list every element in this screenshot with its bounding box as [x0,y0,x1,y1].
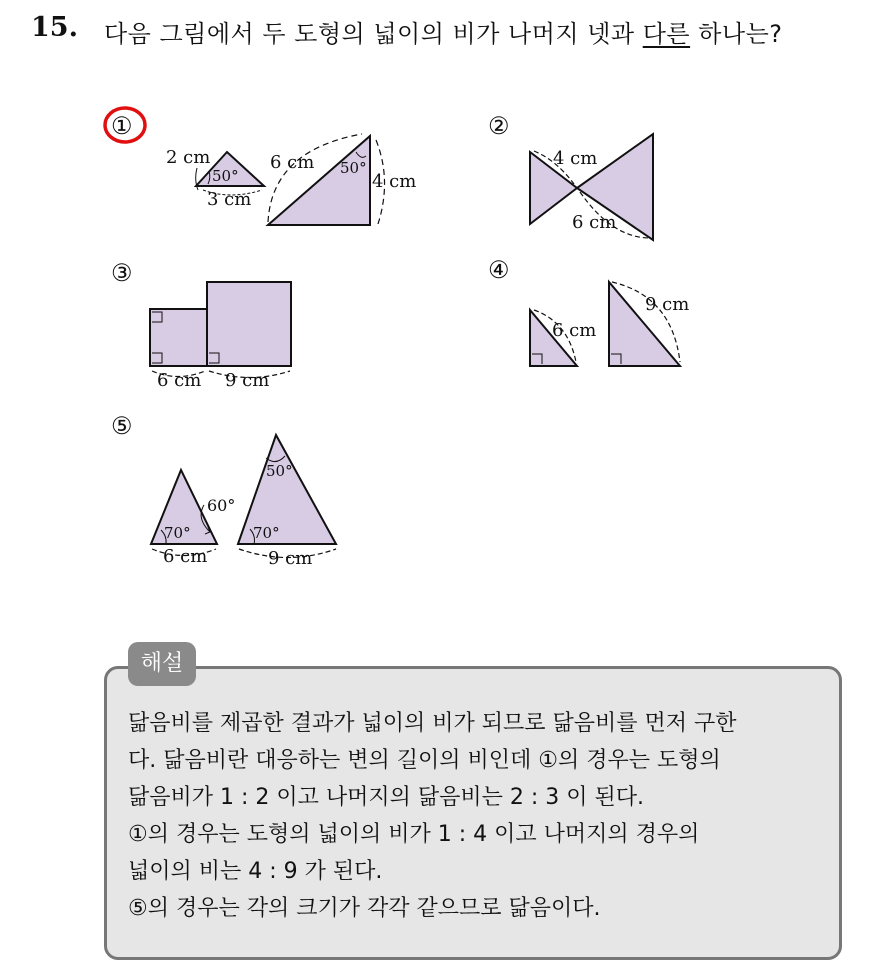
solution-line-5: 넓이의 비는 4 : 9 가 된다. [128,859,383,884]
figure-2-label: ② [488,112,510,140]
solution-line-4: ①의 경우는 도형의 넓이의 비가 1 : 4 이고 나머지의 경우의 [128,822,700,847]
figure-1-big-side-a: 6 cm [270,152,315,173]
figure-5-small-angle-b: 70° [164,524,191,542]
figure-1-label: ① [111,112,133,140]
solution-line-6: ⑤의 경우는 각의 크기가 각각 같으므로 닮음이다. [128,896,601,921]
figure-2-side-a: 4 cm [553,148,598,169]
question-text-before: 다음 그림에서 두 도형의 넓이의 비가 나머지 넷과 [104,20,643,48]
figure-1-small-side-a: 2 cm [166,147,211,168]
figure-2[interactable] [488,112,653,240]
figure-5[interactable] [111,412,336,569]
figure-5-big-angle-a: 50° [266,462,293,480]
figure-3-big-side: 9 cm [225,370,270,391]
figure-3[interactable] [111,259,291,391]
solution-line-2: 다. 닮음비란 대응하는 변의 길이의 비인데 ①의 경우는 도형의 [128,748,721,773]
figure-4-big-hyp: 9 cm [645,294,690,315]
question-number: 15. [31,12,78,43]
figure-1[interactable] [105,108,416,225]
figure-1-big-angle: 50° [340,159,367,177]
figure-1-big-triangle [268,136,370,225]
figure-3-big-square [207,282,291,366]
question-underlined-word: 다른 [642,20,691,48]
figure-5-big-base: 9 cm [268,548,313,569]
figure-2-side-b: 6 cm [572,212,617,233]
figure-3-small-square [150,309,207,366]
figure-4-label: ④ [488,256,510,284]
solution-title: 해설 [128,642,196,686]
figure-1-big-side-b: 4 cm [372,171,417,192]
figure-3-small-side: 6 cm [157,370,202,391]
figure-1-small-angle: 50° [212,167,239,185]
figure-5-big-angle-b: 70° [253,524,280,542]
figure-4[interactable] [488,256,689,366]
figure-5-small-angle-a: 60° [207,496,236,515]
solution-line-1: 닮음비를 제곱한 결과가 넓이의 비가 되므로 닮음비를 먼저 구한 [128,711,737,736]
figure-4-small-hyp: 6 cm [552,320,597,341]
figure-1-small-side-b: 3 cm [207,189,252,210]
solution-line-3: 닮음비가 1 : 2 이고 나머지의 닮음비는 2 : 3 이 된다. [128,785,645,810]
figure-3-label: ③ [111,259,133,287]
question-text-after: 하나는? [690,20,783,48]
figure-5-small-base: 6 cm [163,546,208,567]
figure-5-label: ⑤ [111,412,133,440]
